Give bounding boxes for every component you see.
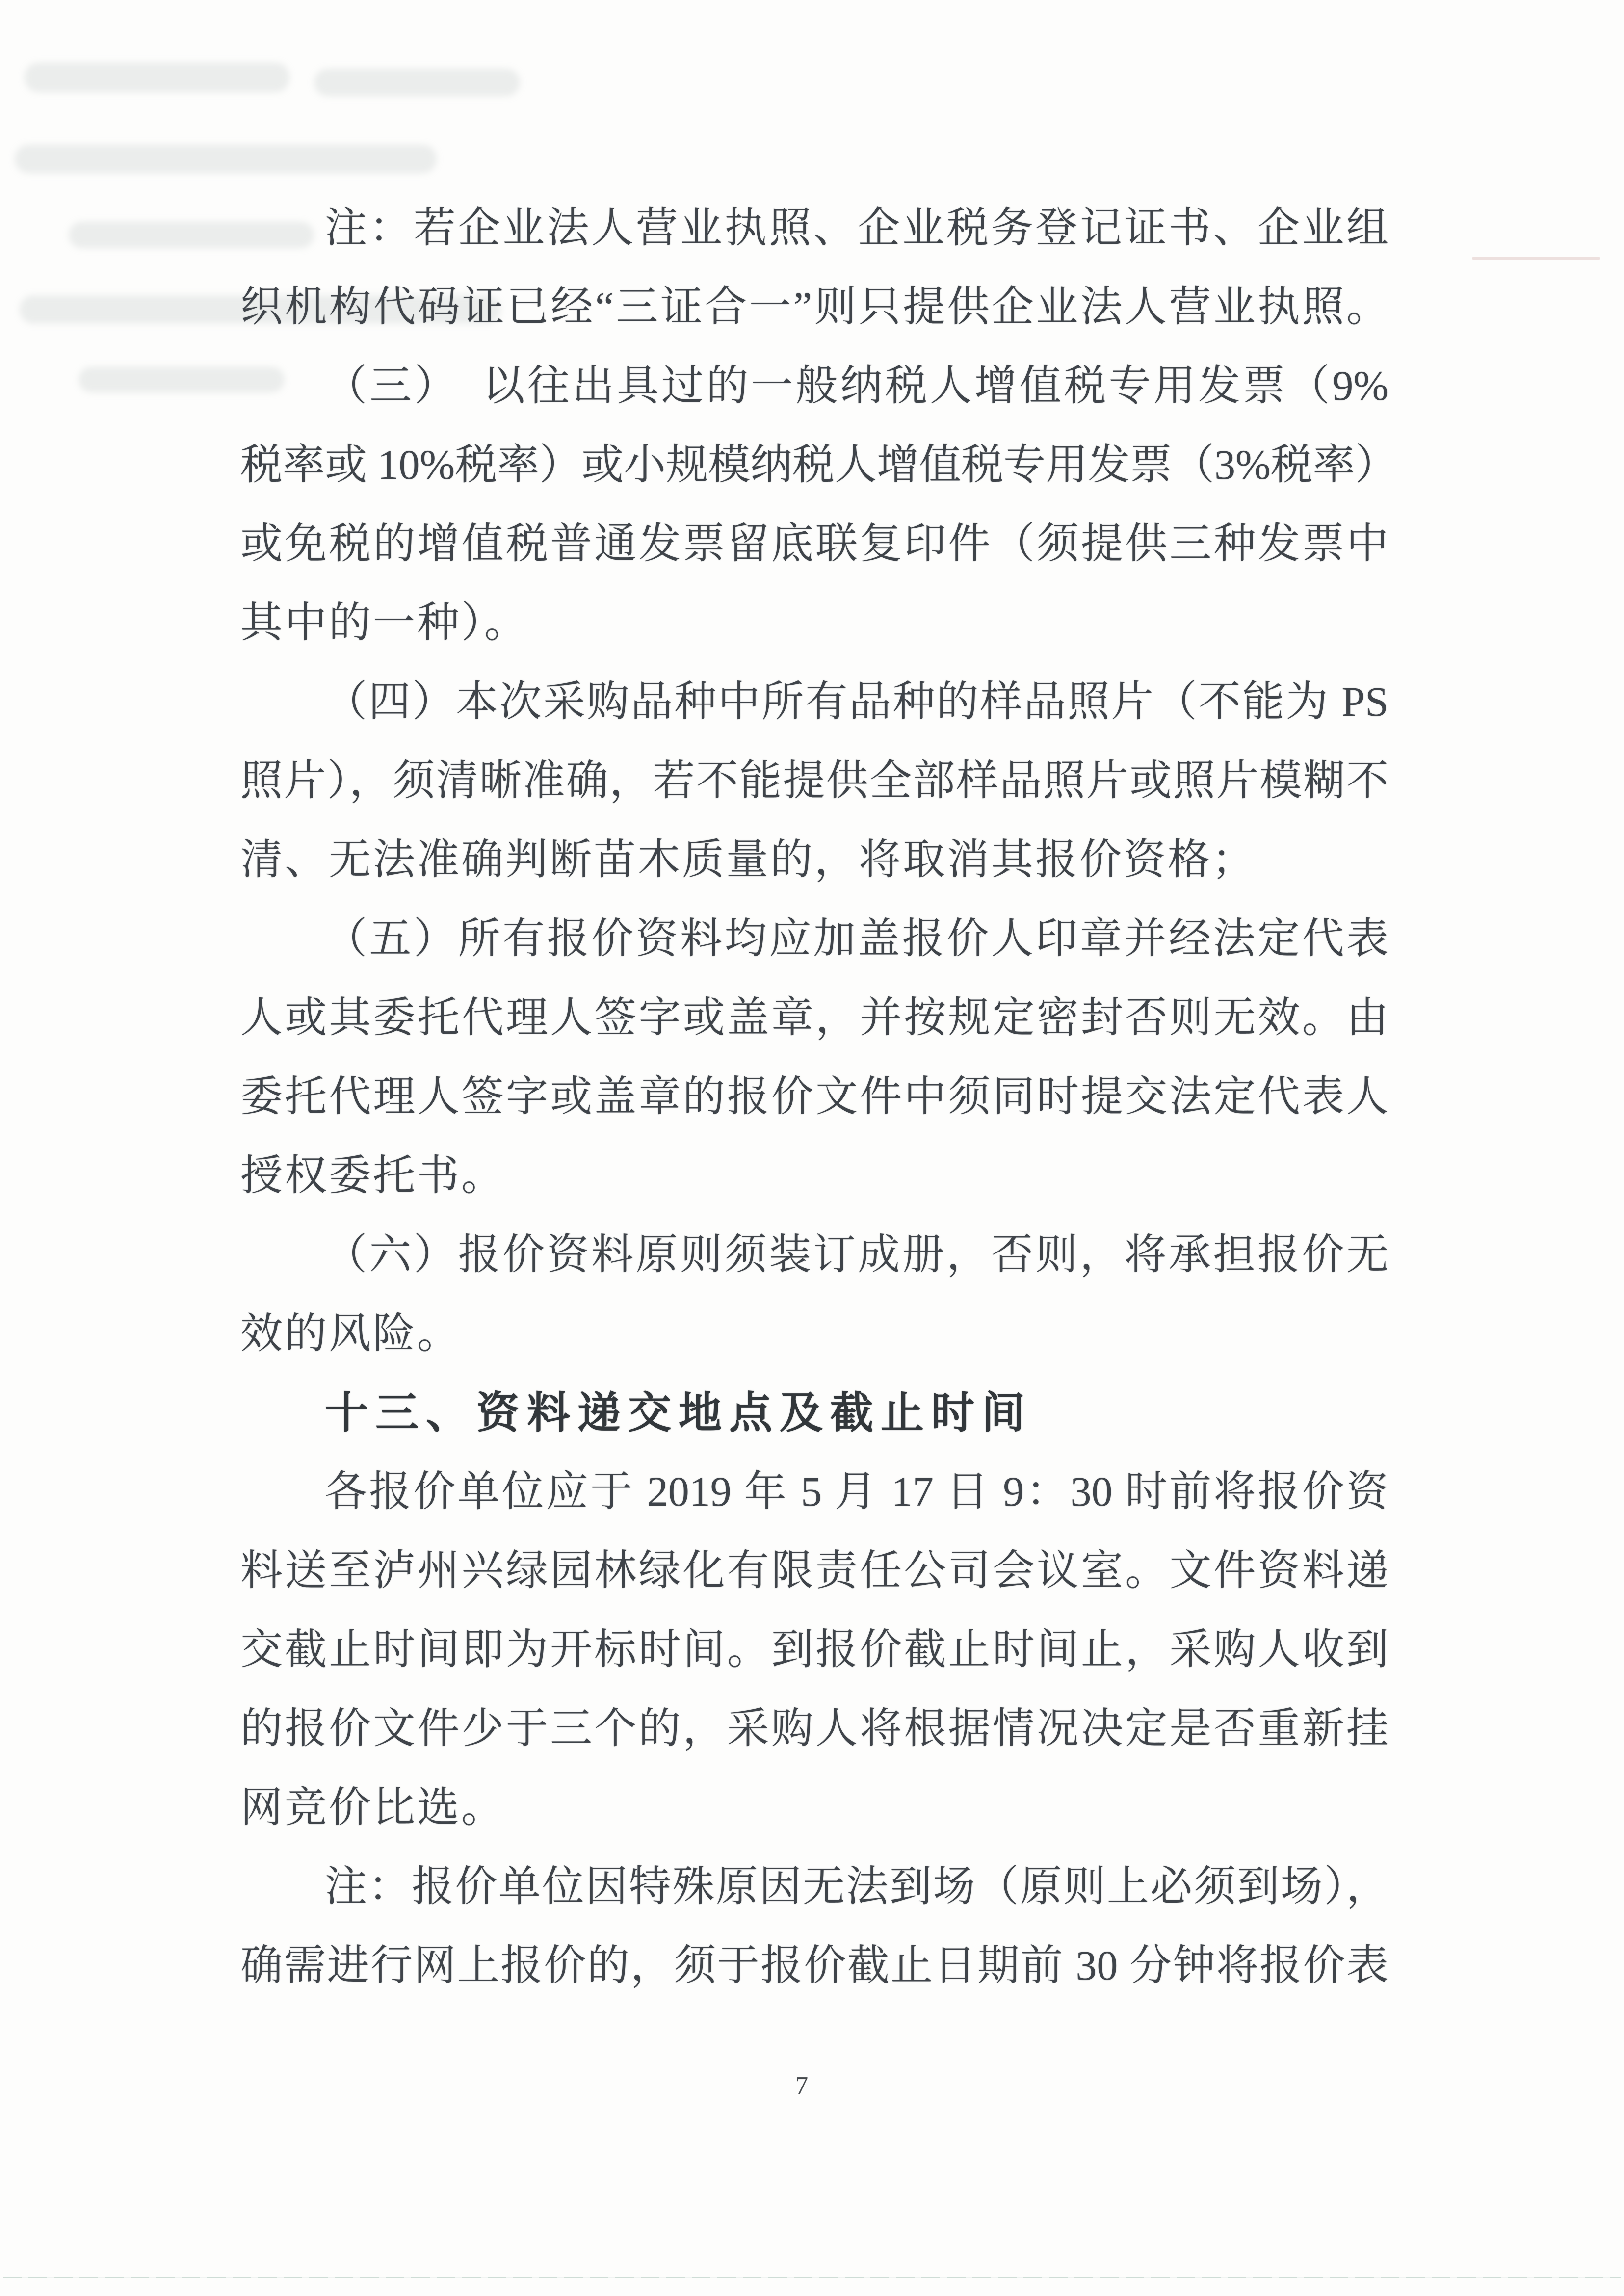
text-line: 效的风险。 [240, 1310, 461, 1357]
text-line: 委托代理人签字或盖章的报价文件中须同时提交法定代表人 [240, 1073, 1388, 1120]
text-line: 授权委托书。 [240, 1152, 505, 1199]
text-line: 照片），须清晰准确，若不能提供全部样品照片或照片模糊不 [240, 757, 1388, 804]
text-line: （四）本次采购品种中所有品种的样品照片（不能为 PS [325, 678, 1388, 725]
text-line: 料送至泸州兴绿园林绿化有限责任公司会议室。文件资料递 [240, 1547, 1388, 1594]
bleedthrough-artifact [314, 69, 520, 96]
page-number: 7 [795, 2072, 808, 2100]
text-line: （六）报价资料原则须装订成册，否则，将承担报价无 [325, 1231, 1388, 1278]
text-line: 注：若企业法人营业执照、企业税务登记证书、企业组 [325, 204, 1388, 251]
text-line: （五）所有报价资料均应加盖报价人印章并经法定代表 [325, 915, 1388, 962]
text-line: 其中的一种）。 [240, 599, 528, 646]
text-line: 税率或 10%税率）或小规模纳税人增值税专用发票（3%税率） [240, 441, 1397, 488]
text-line: （三） 以往出具过的一般纳税人增值税专用发票（9% [325, 362, 1388, 409]
scan-edge-artifact [3, 2277, 1621, 2278]
text-line: 各报价单位应于 2019 年 5 月 17 日 9：30 时前将报价资 [325, 1468, 1388, 1515]
section-heading: 十三、资料递交地点及截止时间 [325, 1388, 1033, 1437]
bleedthrough-artifact [25, 63, 289, 92]
document-body [240, 188, 1397, 2005]
text-line: 确需进行网上报价的，须于报价截止日期前 30 分钟将报价表 [240, 1942, 1388, 1989]
text-line: 或免税的增值税普通发票留底联复印件（须提供三种发票中 [240, 520, 1388, 567]
scan-scratch-artifact [1472, 257, 1600, 260]
text-line: 织机构代码证已经“三证合一”则只提供企业法人营业执照。 [240, 283, 1388, 330]
text-line: 人或其委托代理人签字或盖章，并按规定密封否则无效。由 [240, 994, 1388, 1041]
text-line: 清、无法准确判断苗木质量的，将取消其报价资格； [240, 836, 1256, 883]
bleedthrough-artifact [15, 145, 437, 173]
text-line: 交截止时间即为开标时间。到报价截止时间止，采购人收到 [240, 1626, 1388, 1673]
text-line: 网竞价比选。 [240, 1784, 505, 1831]
text-line: 注：报价单位因特殊原因无法到场（原则上必须到场）， [325, 1863, 1388, 1910]
text-line: 的报价文件少于三个的，采购人将根据情况决定是否重新挂 [240, 1705, 1388, 1752]
